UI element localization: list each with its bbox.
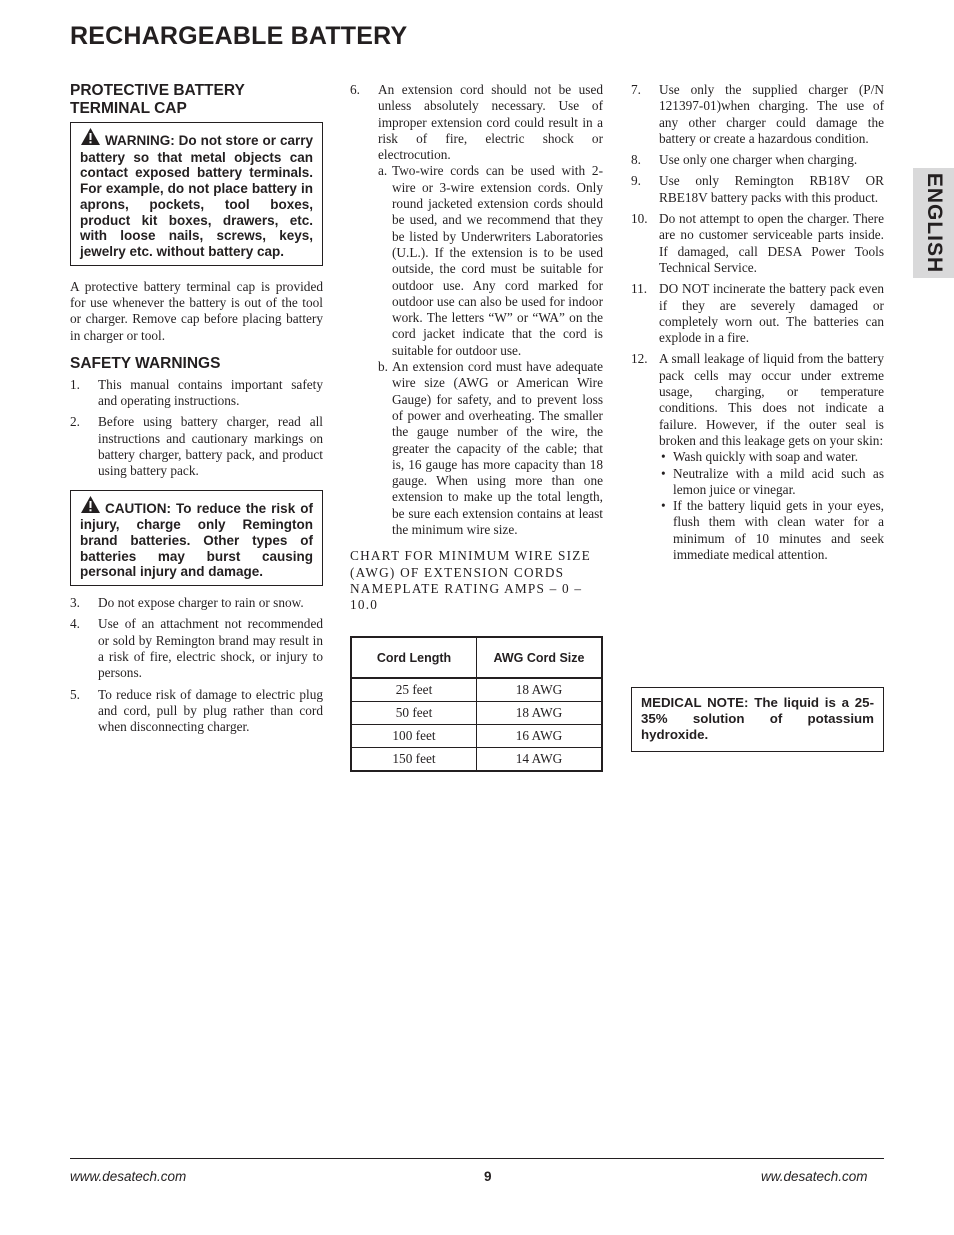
cap-heading: PROTECTIVE BATTERY TERMINAL CAP — [70, 82, 245, 117]
safety-list-c — [350, 82, 603, 538]
list-item: 3. Do not expose charger to rain or snow. — [70, 595, 304, 611]
warning-text: WARNING: Do not store or carry battery so that metal objects can contact exposed battery terminals. For example, do not place battery in aprons, pockets, tool boxes, product kit boxes, drawers, etc. with loose nails, screws, keys, jewelry etc. without battery cap. — [80, 133, 313, 259]
cap-paragraph: A protective battery terminal cap is provided for use whenever the battery is out of the tool or charger. Remove cap before placing battery in charger or tool. — [70, 278, 323, 343]
safety-list-a — [70, 377, 323, 480]
safety-list-d — [631, 82, 884, 563]
right-column — [631, 82, 884, 568]
column-header-awg: AWG Cord Size — [477, 637, 603, 678]
list-item: 9. Use only Remington RB18V OR RBE18V battery packs with this product. — [631, 173, 884, 205]
language-tab — [913, 168, 954, 278]
sub-list-item: b. An extension cord must have adequate wire size (AWG or American Wire Gauge) for safety, and to prevent loss of power and overheating. The smaller the gauge number of the wire, the greater the capacity of the cable; that is, 16 gauge has more capacity than 18 gauge. When using more than one extension to make up the total length, be sure each extension contains at least the minimum wire size. — [378, 359, 603, 538]
cell-awg: 18 AWG — [477, 678, 603, 702]
list-item: 10. Do not attempt to open the charger. There are no customer serviceable parts inside. If damaged, call DESA Power Tools Technical Service. — [631, 211, 884, 275]
list-item: 2. Before using battery charger, read all instructions and cautionary markings on battery charger, battery pack, and product using battery pack. — [70, 414, 323, 479]
safety-heading: SAFETY WARNINGS — [70, 354, 221, 372]
bullet-list — [659, 449, 884, 563]
list-item: 4. Use of an attachment not recommended or sold by Remington brand may result in a risk of fire, electric shock, or injury to persons. — [70, 616, 323, 681]
cell-awg: 18 AWG — [477, 701, 603, 724]
bullet-item: • Neutralize with a mild acid such as lemon juice or vinegar. — [661, 465, 884, 497]
sub-list-item: a. Two-wire cords can be used with 2-wire or 3-wire extension cords. Only round jacketed extension cords should be used, and we recommend that they be listed by Underwriters Laboratories (U.L.). If the extension is to be used outside, the cord must be suitable for outdoor use. Any cord marked for outdoor use can also be used for indoor work. The letters “W” or “WA” on the cord jacket indicate that the cord is suitable for outdoor use. — [378, 163, 603, 358]
page-title: RECHARGEABLE BATTERY — [70, 22, 408, 50]
table-row — [351, 678, 602, 702]
list-item: 8. Use only one charger when charging. — [631, 152, 858, 168]
medical-note-box: MEDICAL NOTE: The liquid is a 25-35% solution of potassium hydroxide. — [631, 687, 884, 752]
cell-length: 50 feet — [351, 701, 477, 724]
language-tab-label: ENGLISH — [922, 172, 946, 274]
cell-length: 150 feet — [351, 747, 477, 771]
cell-awg: 16 AWG — [477, 724, 603, 747]
sub-list — [378, 163, 603, 538]
list-item: 7. Use only the supplied charger (P/N 121397-01)when charging. The use of any other charger could damage the battery or create a hazardous condition. — [631, 82, 884, 146]
warning-triangle-icon — [80, 127, 101, 150]
caution-triangle-icon — [80, 495, 101, 518]
cell-length: 25 feet — [351, 678, 477, 702]
warning-box — [70, 122, 323, 266]
bullet-item: • Wash quickly with soap and water. — [661, 449, 859, 465]
table-row — [351, 724, 602, 747]
left-column — [70, 82, 323, 740]
footer-divider — [70, 1158, 884, 1159]
wire-size-table — [350, 636, 603, 772]
chart-caption: CHART FOR MINIMUM WIRE SIZE (AWG) OF EXTENSION CORDS NAMEPLATE RATING AMPS – 0 – 10.0 — [350, 548, 591, 613]
footer-url-left: www.desatech.com — [70, 1169, 187, 1184]
table-header-row — [351, 637, 602, 678]
middle-column — [350, 82, 603, 772]
table-row — [351, 747, 602, 771]
table-row — [351, 701, 602, 724]
bullet-item: • If the battery liquid gets in your eyes, flush them with clean water for a minimum of 10 minutes and seek immediate medical attention. — [661, 498, 884, 563]
footer-url-right: ww.desatech.com — [761, 1169, 868, 1184]
caution-text: CAUTION: To reduce the risk of injury, charge only Remington brand batteries. Other types of batteries may burst causing personal injury and damage. — [80, 500, 313, 580]
caution-box — [70, 490, 323, 587]
list-item: 6. An extension cord should not be used unless absolutely necessary. Use of improper extension cord could result in a risk of fire, electric shock or electrocution. a. Two-wire cords can be used with 2-wire or 3-wire extension cords. Only round jacketed extension cords should be used, and we recommend that they be listed by Underwriters Laboratories (U.L.). If the extension is to be used outside, the cord must be suitable for outdoor use. Any cord marked for outdoor use can also be used for indoor work. The letters “W” or “WA” on the cord jacket indicate that the cord is suitable for outdoor use. b. An extension cord must have adequate wire size (AWG or American Wire Gauge) for safety, and to prevent loss of power and overheating. The smaller the gauge number of the wire, the greater the capacity of the cable; that is, 16 gauge has more capacity than 18 gauge. When using more than one extension to make up the total length, be sure each extension contains at least the minimum wire size. — [350, 82, 603, 538]
list-item: 5. To reduce risk of damage to electric plug and cord, pull by plug rather than cord when disconnecting charger. — [70, 686, 323, 735]
page-number: 9 — [484, 1169, 492, 1184]
cell-length: 100 feet — [351, 724, 477, 747]
list-item: 12. A small leakage of liquid from the battery pack cells may occur under extreme usage, charging, or temperature conditions. This does not indicate a failure. However, if the outer seal is broken and this leakage gets on your skin: • Wash quickly with soap and water. • Neutralize with a mild acid such as lemon juice or vinegar. • If the battery liquid gets in your eyes, flush them with clean water for a minimum of 10 minutes and seek immediate medical attention. — [631, 351, 884, 563]
column-header-length: Cord Length — [351, 637, 477, 678]
list-item: 11. DO NOT incinerate the battery pack even if they are severely damaged or completely worn out. The batteries can explode in a fire. — [631, 281, 884, 346]
cell-awg: 14 AWG — [477, 747, 603, 771]
list-item: 1. This manual contains important safety and operating instructions. — [70, 376, 323, 409]
safety-list-b — [70, 595, 323, 735]
